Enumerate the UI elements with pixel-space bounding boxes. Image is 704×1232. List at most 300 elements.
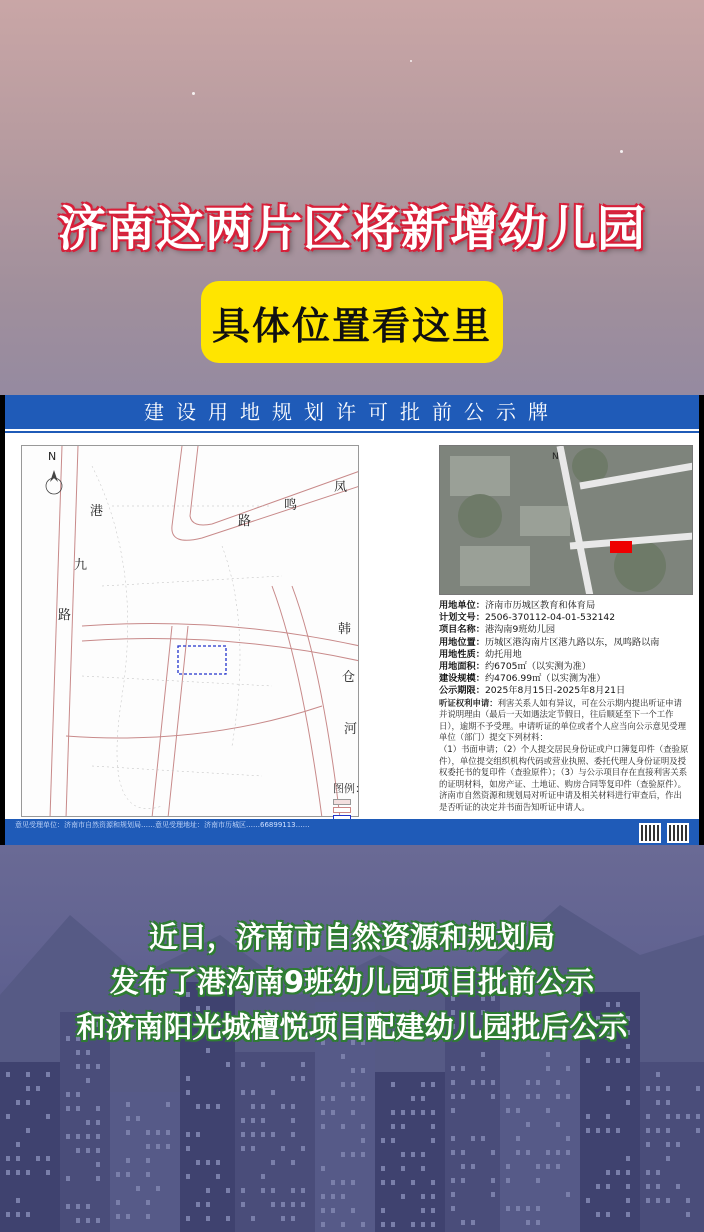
building-window	[666, 1114, 670, 1119]
building-window	[461, 1094, 465, 1099]
building-window	[86, 1064, 90, 1069]
building-window	[626, 1100, 630, 1105]
building-window	[291, 1076, 295, 1081]
building-window	[526, 1150, 530, 1155]
building-window	[421, 1152, 425, 1157]
building-window	[301, 1146, 305, 1151]
hearing-rights	[439, 698, 689, 744]
building-window	[351, 1180, 355, 1185]
building-window	[526, 1206, 530, 1211]
building-window	[6, 1072, 10, 1077]
building-window	[431, 1222, 435, 1227]
building-window	[536, 1094, 540, 1099]
building-window	[341, 1054, 345, 1059]
info-row	[439, 673, 689, 685]
building-window	[596, 1184, 600, 1189]
building-window	[46, 1072, 50, 1077]
building-window	[506, 1108, 510, 1113]
building-window	[26, 1072, 30, 1077]
building-window	[361, 1068, 365, 1073]
building-window	[666, 1100, 670, 1105]
planning-notice-board	[5, 395, 699, 845]
board-header: 建设用地规划许可批前公示牌	[5, 395, 699, 429]
building-window	[321, 1124, 325, 1129]
building-window	[491, 1150, 495, 1155]
hearing-materials: （1）书面申请；（2）个人提交居民身份证或户口簿复印件（查验原件），单位提交组织机构代码或营业执照、委托代理人身份证明及授权委托书的复印件（查验原件）；（3）与公示项目存在直接利害关系的证明材料，如房产证、土地证、购房合同等复印件（查验原件）。济南市自然资源和规划局对听证申请及相关材料进行审查后，作出是否听证的决定并书面告知听证申请人。	[439, 744, 689, 812]
building-window	[646, 1086, 650, 1091]
info-row	[439, 649, 689, 661]
building-window	[461, 1164, 465, 1169]
info-label: 用地位置：	[439, 636, 485, 648]
map-legend	[333, 780, 397, 823]
building-window	[271, 1188, 275, 1193]
building-window	[66, 1106, 70, 1111]
building-window	[546, 1066, 550, 1071]
info-row	[439, 637, 689, 649]
aerial-image	[440, 446, 693, 595]
building-window	[401, 1124, 405, 1129]
building-window	[536, 1220, 540, 1225]
info-row	[439, 661, 689, 673]
building-window	[536, 1164, 540, 1169]
building-window	[241, 1202, 245, 1207]
building-window	[261, 1118, 265, 1123]
building-window	[196, 1160, 200, 1165]
building-silhouette	[640, 1062, 704, 1232]
building-window	[391, 1082, 395, 1087]
city-skyline-background	[0, 845, 704, 1232]
building-window	[76, 1134, 80, 1139]
building-window	[6, 1170, 10, 1175]
building-window	[136, 1116, 140, 1121]
building-window	[331, 1096, 335, 1101]
qr-code-icon	[667, 823, 689, 843]
building-window	[616, 1058, 620, 1063]
building-window	[46, 1156, 50, 1161]
building-window	[156, 1186, 160, 1191]
building-window	[136, 1186, 140, 1191]
building-window	[491, 1080, 495, 1085]
building-window	[206, 1188, 210, 1193]
building-window	[86, 1078, 90, 1083]
building-window	[126, 1102, 130, 1107]
info-label: 计划文号：	[439, 612, 485, 624]
building-window	[481, 1136, 485, 1141]
legend-row	[333, 807, 397, 813]
building-window	[421, 1096, 425, 1101]
building-window	[431, 1110, 435, 1115]
building-window	[351, 1096, 355, 1101]
building-window	[421, 1082, 425, 1087]
building-window	[361, 1222, 365, 1227]
building-window	[16, 1100, 20, 1105]
board-footer: 意见受理单位：济南市自然资源和规划局……意见受理地址：济南市历城区……66899113……	[5, 819, 699, 845]
building-window	[411, 1180, 415, 1185]
map-label-river: 河	[344, 722, 358, 737]
building-window	[96, 1134, 100, 1139]
building-window	[186, 1216, 190, 1221]
building-window	[331, 1180, 335, 1185]
building-window	[261, 1104, 265, 1109]
building-window	[186, 1146, 190, 1151]
building-window	[96, 1148, 100, 1153]
building-window	[401, 1152, 405, 1157]
building-window	[281, 1202, 285, 1207]
building-window	[216, 1160, 220, 1165]
building-window	[491, 1178, 495, 1183]
building-window	[666, 1086, 670, 1091]
building-window	[116, 1214, 120, 1219]
building-window	[146, 1130, 150, 1135]
building-window	[481, 1052, 485, 1057]
building-window	[656, 1100, 660, 1105]
building-silhouette	[375, 1072, 445, 1232]
building-window	[16, 1156, 20, 1161]
building-window	[291, 1188, 295, 1193]
building-window	[676, 1184, 680, 1189]
building-window	[126, 1130, 130, 1135]
building-window	[506, 1164, 510, 1169]
building-window	[656, 1198, 660, 1203]
building-window	[251, 1146, 255, 1151]
info-label: 用地单位：	[439, 600, 485, 611]
building-window	[586, 1128, 590, 1133]
building-window	[566, 1094, 570, 1099]
building-window	[271, 1202, 275, 1207]
building-window	[471, 1220, 475, 1225]
building-window	[66, 1092, 70, 1097]
info-value: 约4706.99㎡（以实测为准）	[484, 673, 606, 685]
building-window	[351, 1110, 355, 1115]
building-window	[596, 1212, 600, 1217]
site-plan-map	[21, 445, 359, 817]
hearing-rights-text: 利害关系人如有异议，可在公示期内提出听证申请并说明理由（最后一天如遇法定节假日，往后顺延至下一个工作日），逾期不予受理。申请听证的单位或者个人应当向公示意见受理单位（部门）提交下列材料：	[439, 697, 687, 743]
building-window	[206, 1048, 210, 1053]
building-window	[251, 1118, 255, 1123]
building-window	[96, 1162, 100, 1167]
building-window	[556, 1164, 560, 1169]
info-row	[439, 624, 689, 636]
map-label-river: 仓	[342, 670, 356, 685]
building-window	[166, 1102, 170, 1107]
building-window	[281, 1104, 285, 1109]
building-window	[321, 1096, 325, 1101]
building-window	[16, 1212, 20, 1217]
building-window	[241, 1090, 245, 1095]
building-window	[381, 1208, 385, 1213]
building-window	[341, 1082, 345, 1087]
building-window	[536, 1206, 540, 1211]
building-window	[646, 1198, 650, 1203]
project-info	[439, 600, 689, 814]
building-window	[6, 1114, 10, 1119]
building-window	[451, 1150, 455, 1155]
building-window	[6, 1156, 10, 1161]
info-row	[439, 685, 689, 697]
building-window	[146, 1200, 150, 1205]
building-window	[421, 1208, 425, 1213]
info-row	[439, 612, 689, 624]
info-value: 2506-370112-04-01-532142	[484, 612, 616, 624]
building-window	[86, 1050, 90, 1055]
building-window	[516, 1206, 520, 1211]
building-window	[451, 1066, 455, 1071]
building-window	[676, 1142, 680, 1147]
building-window	[431, 1138, 435, 1143]
building-window	[536, 1178, 540, 1183]
building-window	[206, 1104, 210, 1109]
building-window	[391, 1138, 395, 1143]
building-window	[321, 1166, 325, 1171]
building-window	[251, 1090, 255, 1095]
info-label: 建设规模：	[439, 673, 485, 685]
building-window	[361, 1152, 365, 1157]
map-label-road: 港	[90, 504, 104, 519]
building-window	[596, 1128, 600, 1133]
building-window	[421, 1166, 425, 1171]
building-window	[271, 1090, 275, 1095]
building-window	[126, 1158, 130, 1163]
building-window	[46, 1114, 50, 1119]
building-window	[546, 1052, 550, 1057]
building-window	[186, 1076, 190, 1081]
building-window	[586, 1058, 590, 1063]
building-window	[566, 1192, 570, 1197]
building-window	[606, 1114, 610, 1119]
building-window	[606, 1086, 610, 1091]
caption-line: 近日，济南市自然资源和规划局	[148, 920, 555, 954]
building-window	[241, 1118, 245, 1123]
building-window	[556, 1080, 560, 1085]
building-window	[321, 1222, 325, 1227]
building-window	[301, 1076, 305, 1081]
building-window	[206, 1160, 210, 1165]
building-window	[451, 1178, 455, 1183]
building-window	[361, 1096, 365, 1101]
building-window	[606, 1184, 610, 1189]
building-window	[146, 1214, 150, 1219]
building-window	[656, 1170, 660, 1175]
building-window	[126, 1214, 130, 1219]
building-window	[261, 1132, 265, 1137]
building-window	[26, 1100, 30, 1105]
building-window	[451, 1080, 455, 1085]
building-window	[271, 1160, 275, 1165]
info-label: 项目名称：	[439, 624, 485, 636]
site-plan-drawing	[22, 446, 359, 817]
building-window	[156, 1144, 160, 1149]
building-window	[461, 1220, 465, 1225]
building-window	[656, 1128, 660, 1133]
building-window	[676, 1114, 680, 1119]
building-window	[351, 1152, 355, 1157]
building-window	[26, 1086, 30, 1091]
building-window	[96, 1106, 100, 1111]
building-window	[241, 1188, 245, 1193]
building-window	[226, 1062, 230, 1067]
building-window	[241, 1132, 245, 1137]
building-window	[291, 1132, 295, 1137]
map-label-road: 九	[74, 558, 88, 573]
building-window	[86, 1134, 90, 1139]
building-window	[301, 1062, 305, 1067]
building-window	[481, 1066, 485, 1071]
building-window	[146, 1172, 150, 1177]
building-window	[166, 1130, 170, 1135]
building-window	[196, 1202, 200, 1207]
building-window	[96, 1064, 100, 1069]
info-value: 约6705㎡（以实测为准）	[484, 661, 592, 673]
building-window	[361, 1124, 365, 1129]
board-header-stripe	[5, 429, 699, 433]
building-window	[461, 1150, 465, 1155]
building-window	[216, 1174, 220, 1179]
info-value: 历城区港沟南片区港九路以东，凤鸣路以南	[484, 636, 660, 648]
building-window	[261, 1062, 265, 1067]
legend-title: 图例：	[333, 782, 366, 795]
building-window	[76, 1092, 80, 1097]
building-window	[86, 1148, 90, 1153]
building-silhouette	[500, 1042, 580, 1232]
building-window	[646, 1142, 650, 1147]
building-window	[66, 1176, 70, 1181]
building-window	[341, 1180, 345, 1185]
building-window	[626, 1156, 630, 1161]
building-window	[281, 1216, 285, 1221]
building-window	[351, 1082, 355, 1087]
building-window	[546, 1108, 550, 1113]
building-window	[516, 1150, 520, 1155]
building-window	[381, 1166, 385, 1171]
building-window	[546, 1150, 550, 1155]
building-window	[116, 1200, 120, 1205]
building-window	[626, 1198, 630, 1203]
building-window	[391, 1110, 395, 1115]
building-window	[451, 1136, 455, 1141]
building-window	[401, 1166, 405, 1171]
building-window	[626, 1086, 630, 1091]
building-window	[251, 1216, 255, 1221]
building-window	[321, 1110, 325, 1115]
star-decoration	[410, 60, 412, 62]
building-window	[66, 1134, 70, 1139]
building-window	[506, 1206, 510, 1211]
building-window	[36, 1086, 40, 1091]
building-window	[696, 1086, 700, 1091]
building-window	[606, 1058, 610, 1063]
building-window	[431, 1082, 435, 1087]
building-window	[586, 1198, 590, 1203]
building-window	[86, 1204, 90, 1209]
building-window	[461, 1066, 465, 1071]
building-window	[626, 1170, 630, 1175]
info-value: 港沟南9班幼儿园	[484, 624, 556, 636]
building-window	[666, 1128, 670, 1133]
building-window	[586, 1114, 590, 1119]
map-label-river: 韩	[338, 622, 352, 637]
building-window	[391, 1124, 395, 1129]
building-window	[656, 1184, 660, 1189]
building-window	[686, 1212, 690, 1217]
building-window	[646, 1184, 650, 1189]
building-window	[401, 1110, 405, 1115]
building-window	[341, 1124, 345, 1129]
building-window	[421, 1194, 425, 1199]
building-window	[646, 1114, 650, 1119]
building-window	[66, 1204, 70, 1209]
building-window	[291, 1104, 295, 1109]
info-row	[439, 600, 689, 612]
building-window	[16, 1170, 20, 1175]
legend-row	[333, 799, 397, 805]
building-window	[6, 1212, 10, 1217]
building-window	[471, 1164, 475, 1169]
building-window	[351, 1068, 355, 1073]
building-window	[206, 1216, 210, 1221]
building-window	[626, 1058, 630, 1063]
building-window	[696, 1114, 700, 1119]
building-window	[431, 1208, 435, 1213]
building-window	[86, 1218, 90, 1223]
building-window	[421, 1110, 425, 1115]
building-window	[76, 1204, 80, 1209]
building-window	[341, 1222, 345, 1227]
building-window	[196, 1132, 200, 1137]
building-window	[471, 1080, 475, 1085]
building-window	[686, 1114, 690, 1119]
building-window	[666, 1156, 670, 1161]
building-window	[666, 1198, 670, 1203]
subtitle-badge: 具体位置看这里	[201, 281, 503, 363]
building-window	[76, 1218, 80, 1223]
building-window	[96, 1176, 100, 1181]
building-window	[186, 1132, 190, 1137]
building-window	[616, 1170, 620, 1175]
map-label-road: 鸣	[284, 498, 298, 513]
building-window	[526, 1220, 530, 1225]
building-window	[516, 1136, 520, 1141]
building-window	[646, 1170, 650, 1175]
building-window	[696, 1128, 700, 1133]
map-label-road: 路	[238, 514, 252, 529]
building-window	[556, 1150, 560, 1155]
building-window	[301, 1188, 305, 1193]
info-label: 用地性质：	[439, 648, 485, 660]
building-window	[241, 1146, 245, 1151]
building-window	[76, 1106, 80, 1111]
building-window	[626, 1184, 630, 1189]
building-window	[411, 1096, 415, 1101]
building-window	[116, 1172, 120, 1177]
building-window	[271, 1132, 275, 1137]
building-window	[451, 1108, 455, 1113]
building-window	[411, 1110, 415, 1115]
building-window	[686, 1198, 690, 1203]
building-window	[526, 1080, 530, 1085]
building-window	[431, 1180, 435, 1185]
page-title: 济南这两片区将新增幼儿园	[57, 201, 646, 257]
building-window	[401, 1194, 405, 1199]
building-window	[16, 1142, 20, 1147]
building-window	[451, 1094, 455, 1099]
building-silhouette	[235, 1052, 315, 1232]
building-window	[566, 1150, 570, 1155]
building-window	[656, 1072, 660, 1077]
building-window	[251, 1132, 255, 1137]
building-window	[86, 1120, 90, 1125]
caption-line: 和济南阳光城檀悦项目配建幼儿园批后公示	[76, 1010, 628, 1044]
building-window	[26, 1212, 30, 1217]
